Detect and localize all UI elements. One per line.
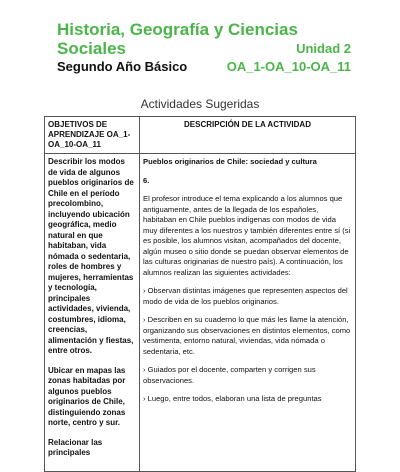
objectives-column-header: OBJETIVOS DE APRENDIZAJE OA_1-OA_10-OA_11: [45, 117, 140, 154]
activity-title: Pueblos originarios de Chile: sociedad y cultura: [143, 157, 317, 166]
activities-table: [44, 116, 356, 472]
unit-label: Unidad 2: [296, 41, 351, 56]
activity-number: 6.: [143, 175, 150, 185]
activity-step: › Describen en su cuaderno lo que más les llame la atención, organizando sus observaciones en distintos elementos, como vestimenta, entorno natural, viviendas, vida nómada o sedentaria, etc.: [143, 315, 351, 356]
header-row-grade: [57, 59, 357, 77]
objective-codes: OA_1-OA_10-OA_11: [226, 59, 351, 74]
table-row: [45, 154, 356, 472]
activity-step: › Guiados por el docente, comparten y corrigen sus observaciones.: [143, 365, 316, 385]
activity-paragraph: El profesor introduce el tema explicando a los alumnos que antiguamente, antes de la llegada de los españoles, habitaban en Chile pueblos indígenas con modos de vida muy diferentes a los nuestros y también diferentes entre sí (si es posible, los alumnos visitan, acompañados del docente, algún museo o sitio donde se puedan observar elementos de las culturas originarias de nuestro país). A continuación, los alumnos realizan las siguientes actividades:: [143, 194, 351, 277]
grade-label: Segundo Año Básico: [57, 59, 188, 74]
subject-title: Historia, Geografía y Ciencias: [57, 20, 298, 39]
document-header: [57, 20, 357, 77]
objectives-cell: [45, 154, 140, 472]
header-row-unit: [57, 39, 357, 59]
objective-item: Describir los modos de vida de algunos pueblos originarios de Chile en el período precolombino, incluyendo ubicación geográfica, medio natural en que habitaban, vida nómada o sedentaria, roles de hombres y mujeres, herramientas y tecnología, principales actividades, vivienda, costumbres, idioma, creencias, alimentación y fiestas, entre otros.: [48, 157, 134, 355]
subject-title-continued: Sociales: [57, 39, 126, 58]
activity-step: › Luego, entre todos, elaboran una lista de preguntas: [143, 394, 322, 403]
description-cell: [140, 154, 356, 472]
description-column-header: DESCRIPCIÓN DE LA ACTIVIDAD: [140, 117, 356, 154]
table-header-row: [45, 117, 356, 154]
objective-item: Ubicar en mapas las zonas habitadas por algunos pueblos originarios de Chile, distinguiendo zonas norte, centro y sur.: [48, 365, 126, 427]
section-title: Actividades Sugeridas: [140, 97, 260, 111]
objective-item: Relacionar las principales: [48, 437, 103, 457]
activity-step: › Observan distintas imágenes que representen aspectos del modo de vida de los pueblos originarios.: [143, 286, 348, 306]
